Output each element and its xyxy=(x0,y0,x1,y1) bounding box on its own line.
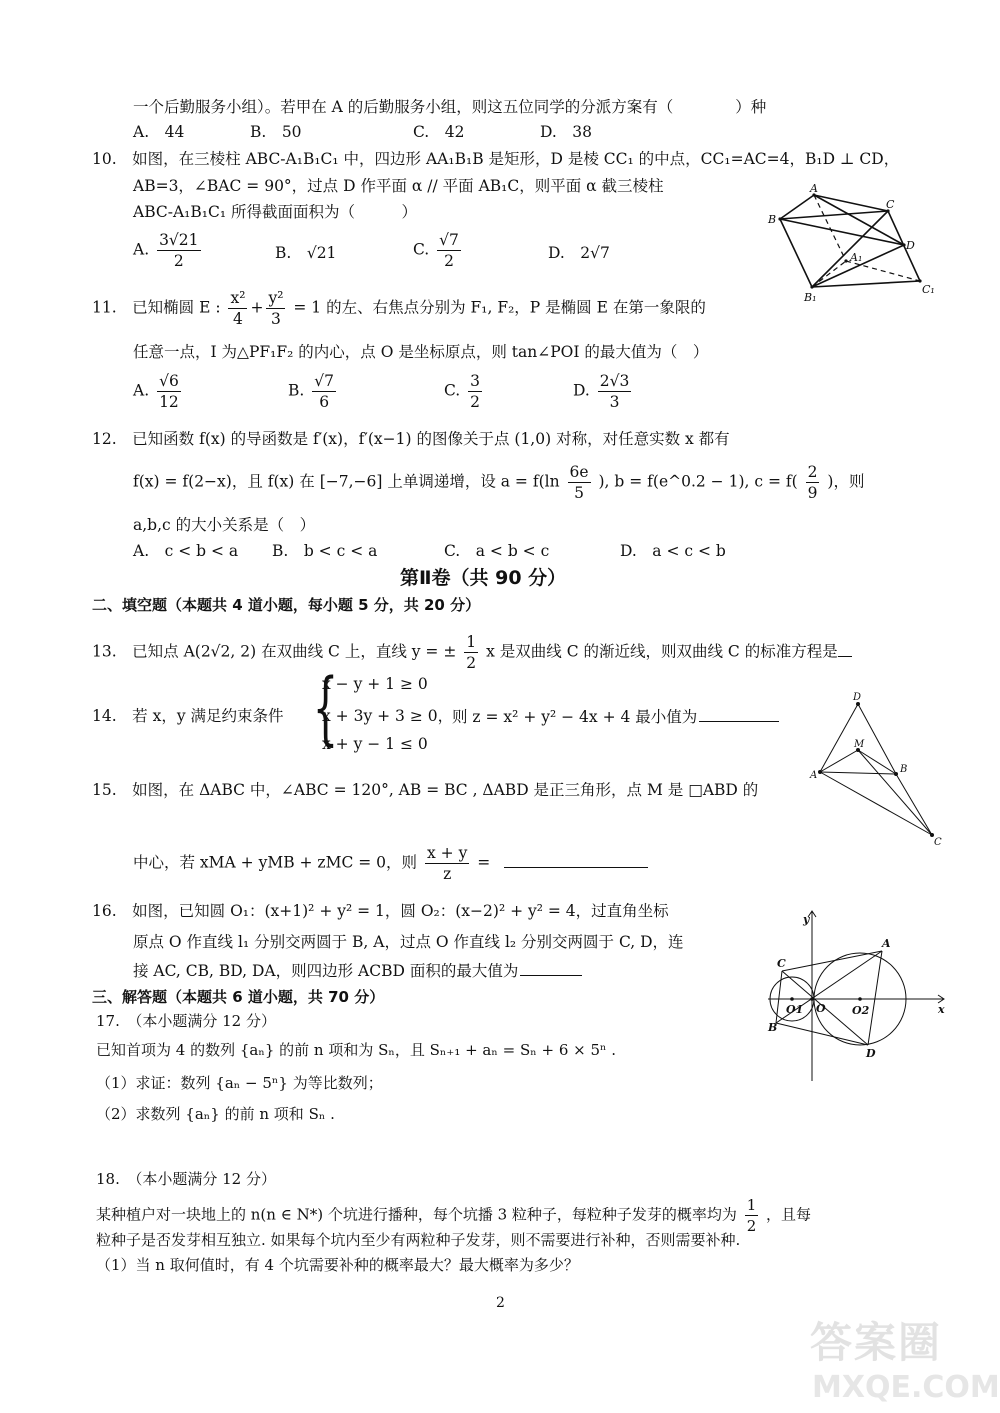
fig15-label-m: M xyxy=(854,739,865,750)
fig16-label-y: y xyxy=(803,913,810,926)
q10-line2: AB=3，∠BAC = 90°，过点 D 作平面 α // 平面 AB₁C，则平面 α 截三棱柱 xyxy=(133,177,664,195)
q17-title: 17. （本小题满分 12 分） xyxy=(96,1012,276,1030)
fig10-label-d: D xyxy=(906,239,915,252)
q17-part1: （1）求证：数列 {aₙ − 5ⁿ} 为等比数列； xyxy=(96,1074,383,1092)
section-title: 第Ⅱ卷（共 90 分） xyxy=(400,567,567,589)
q11-line1: 11. 已知椭圆 E : $\frac{\text{x²}}{4}$ + $\frac{\text{y²}}{3}$ = 1 的左、右焦点分别为 F₁, F₂，P 是椭圆 E 在第一象限的 xyxy=(92,289,706,328)
circles-figure xyxy=(760,905,950,1085)
q14-tail: 则 z = x² + y² − 4x + 4 最小值为 xyxy=(452,705,779,728)
fig16-label-o: O xyxy=(816,1002,826,1015)
q10-line3: ABC-A₁B₁C₁ 所得截面面积为（ ） xyxy=(133,203,417,221)
fig16-label-b: B xyxy=(768,1021,778,1034)
fig10-label-a1: A₁ xyxy=(850,251,863,264)
q12-option-b: B. b < c < a xyxy=(272,542,378,560)
solve-header: 三、解答题（本题共 6 道小题，共 70 分） xyxy=(92,988,385,1006)
q12-option-a: A. c < b < a xyxy=(133,542,239,560)
fig16-label-a: A xyxy=(882,937,891,950)
q16-line2: 原点 O 作直线 l₁ 分别交两圆于 B, A，过点 O 作直线 l₂ 分别交两圆于 C, D，连 xyxy=(133,933,684,951)
q14-constraint-2: x + 3y + 3 ≥ 0， xyxy=(322,707,454,725)
q9-option-b: B. 50 xyxy=(250,123,302,141)
q9-option-d: D. 38 xyxy=(540,123,593,141)
q13-line: 13. 已知点 A(2√2, 2) 在双曲线 C 上，直线 y = ± $\frac{1}{2}$ x 是双曲线 C 的渐近线，则双曲线 C 的标准方程是 xyxy=(92,632,852,673)
q18-part1: （1）当 n 取何值时，有 4 个坑需要补种的概率最大？最大概率为多少？ xyxy=(96,1256,579,1274)
q18-title: 18. （本小题满分 12 分） xyxy=(96,1170,276,1188)
fill-header: 二、填空题（本题共 4 道小题，每小题 5 分，共 20 分） xyxy=(92,596,481,614)
q11-option-a: A. $\frac{√6}{12}$ xyxy=(133,372,179,411)
q10-line1: 10. 如图，在三棱柱 ABC-A₁B₁C₁ 中，四边形 AA₁B₁B 是矩形，D 是棱 CC₁ 的中点，CC₁=AC=4，B₁D ⊥ CD， xyxy=(92,150,900,168)
q11-option-b: B. $\frac{√7}{6}$ xyxy=(288,372,335,411)
q11-option-d: D. $\frac{2√3}{3}$ xyxy=(573,372,630,411)
fig10-label-c1: C₁ xyxy=(922,283,935,296)
q18-line1: 某种植户对一块地上的 n(n ∈ N*) 个坑进行播种，每个坑播 3 粒种子，每粒种子发芽的概率均为 $\frac{1}{2}$ ，且每 xyxy=(96,1196,812,1235)
q12-option-d: D. a < c < b xyxy=(620,542,726,560)
fig10-label-b: B xyxy=(768,213,777,226)
watermark-text-cn: 答案圈 xyxy=(810,1318,943,1367)
q14-lead: 14. 若 x，y 满足约束条件 xyxy=(92,707,284,725)
fig16-label-x: x xyxy=(938,1003,945,1016)
fig15-label-c: C xyxy=(934,837,942,848)
q10-option-c: C. $\frac{√7}{2}$ xyxy=(413,231,459,270)
q9-option-a: A. 44 xyxy=(133,123,185,141)
watermark-text-url: MXQE.COM xyxy=(812,1370,1000,1405)
q10-option-a: A. $\frac{3√21}{2}$ xyxy=(133,231,199,270)
q12-option-c: C. a < b < c xyxy=(444,542,550,560)
q14-constraint-3: x + y − 1 ≤ 0 xyxy=(322,735,428,753)
fig10-label-b1: B₁ xyxy=(804,291,817,304)
fig16-label-o1: O1 xyxy=(786,1003,804,1016)
q15-line1: 15. 如图，在 ΔABC 中，∠ABC = 120°, AB = BC , ΔABD 是正三角形，点 M 是 □ABD 的 xyxy=(92,781,759,799)
q14-brace: { xyxy=(312,661,339,754)
fig15-label-d: D xyxy=(853,692,862,703)
q12-line3: a,b,c 的大小关系是（ ） xyxy=(133,516,316,534)
fig10-label-c: C xyxy=(886,198,895,211)
q18-line2: 粒种子是否发芽相互独立. 如果每个坑内至少有两粒种子发芽，则不需要进行补种，否则需要补种. xyxy=(96,1231,741,1249)
q16-line1: 16. 如图，已知圆 O₁：(x+1)² + y² = 1，圆 O₂：(x−2)² + y² = 4，过直角坐标 xyxy=(92,902,669,920)
triangle-figure xyxy=(800,690,960,850)
q10-option-d: D. 2√7 xyxy=(548,244,610,262)
fig16-label-c: C xyxy=(777,957,786,970)
q12-line1: 12. 已知函数 f(x) 的导函数是 f′(x)，f′(x−1) 的图像关于点 (1,0) 对称，对任意实数 x 都有 xyxy=(92,430,730,448)
q14-constraint-1: x − y + 1 ≥ 0 xyxy=(322,675,428,693)
q17-part2: （2）求数列 {aₙ} 的前 n 项和 Sₙ . xyxy=(96,1105,335,1123)
q15-line2: 中心，若 xMA + yMB + zMC = 0，则 $\frac{x + y}{z}$ = xyxy=(133,843,648,884)
fig15-label-a: A xyxy=(810,770,818,781)
fig15-label-b: B xyxy=(900,764,908,775)
q10-option-b: B. √21 xyxy=(275,244,337,262)
q11-line2: 任意一点，I 为△PF₁F₂ 的内心，点 O 是坐标原点，则 tan∠POI 的最大值为（ ） xyxy=(133,343,709,361)
q9-text: 一个后勤服务小组）。若甲在 A 的后勤服务小组，则这五位同学的分派方案有（ ）种 xyxy=(133,98,767,116)
q16-line3: 接 AC, CB, BD, DA，则四边形 ACBD 面积的最大值为 xyxy=(133,959,582,982)
watermark-logo xyxy=(800,1318,1000,1408)
q12-line2: f(x) = f(2−x)，且 f(x) 在 [−7,−6] 上单调递增，设 a = f(ln $\frac{6e}{5}$ ), b = f(e^0.2 − 1), c = f( $\frac{2}{9}$ )，则 xyxy=(133,463,865,502)
q17-statement: 已知首项为 4 的数列 {aₙ} 的前 n 项和为 Sₙ，且 Sₙ₊₁ + aₙ = Sₙ + 6 × 5ⁿ . xyxy=(96,1041,617,1059)
fig10-label-a: A xyxy=(810,183,818,195)
fig16-label-d: D xyxy=(866,1047,876,1060)
q11-option-c: C. $\frac{3}{2}$ xyxy=(444,372,481,411)
prism-figure xyxy=(760,183,940,308)
fig16-label-o2: O2 xyxy=(852,1004,870,1017)
page-number: 2 xyxy=(496,1295,505,1311)
q9-option-c: C. 42 xyxy=(413,123,465,141)
